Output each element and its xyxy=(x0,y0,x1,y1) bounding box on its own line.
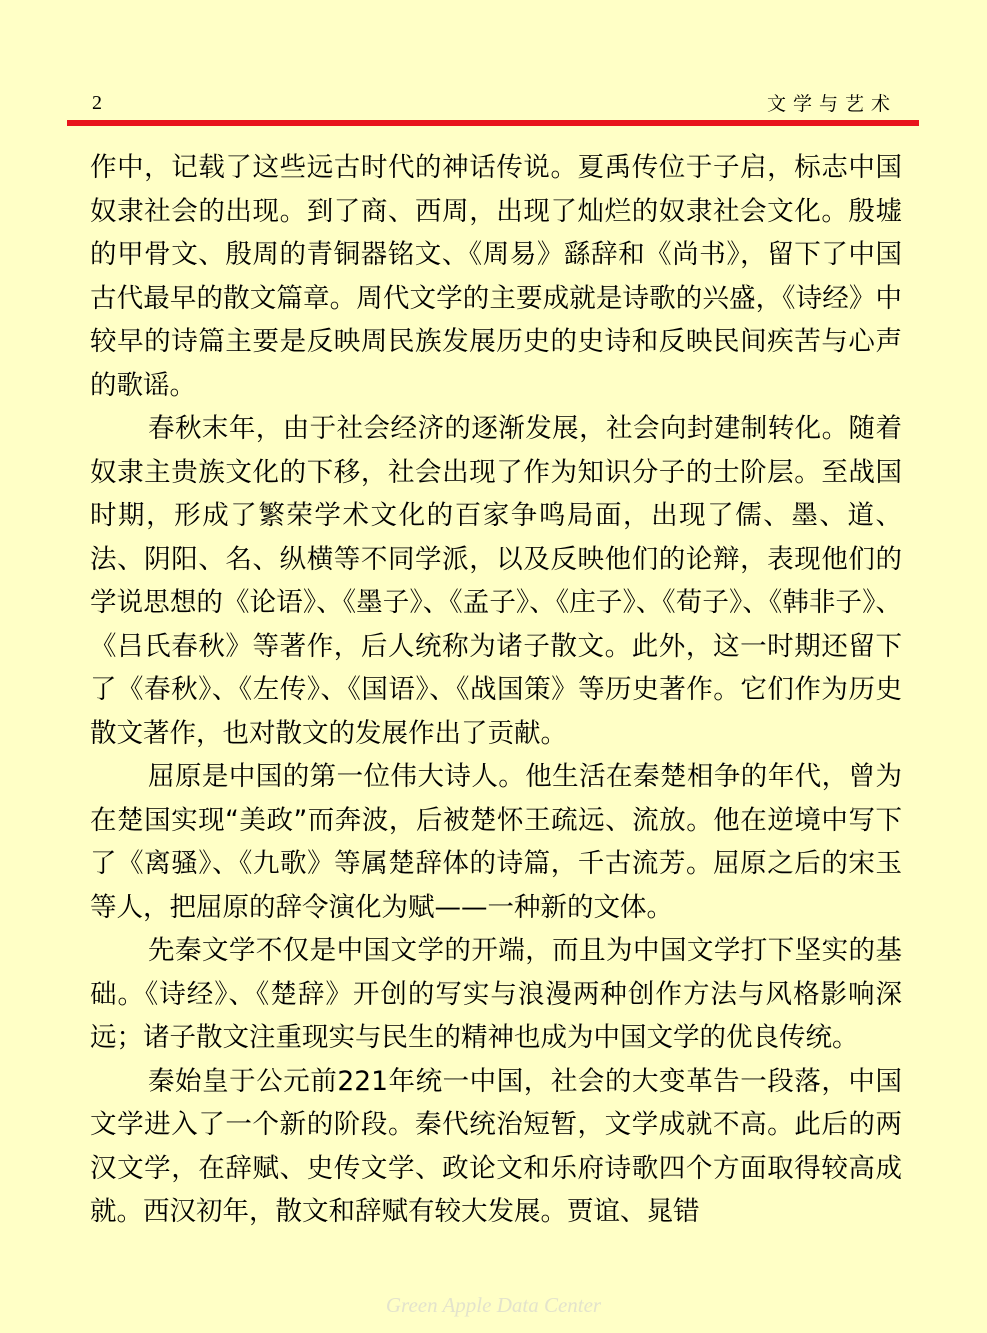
page-number: 2 xyxy=(92,92,102,114)
watermark: Green Apple Data Center xyxy=(385,1293,602,1317)
paragraph-5: 秦始皇于公元前221年统一中国，社会的大变革告一段落，中国文学进入了一个新的阶段。秦代统治短暂，文学成就不高。此后的两汉文学，在辞赋、史传文学、政论文和乐府诗歌四个方面取得较高成就。西汉初年，散文和辞赋有较大发展。贾谊、晁错 xyxy=(90,1065,902,1227)
running-header-title: 文学与艺术 xyxy=(766,93,897,115)
paragraph-2: 春秋末年，由于社会经济的逐渐发展，社会向封建制转化。随着奴隶主贵族文化的下移，社会出现了作为知识分子的士阶层。至战国时期，形成了繁荣学术文化的百家争鸣局面，出现了儒、墨、道、法、阴阳、名、纵横等不同学派，以及反映他们的论辩，表现他们的学说思想的《论语》、《墨子》、《孟子》、《庄子》、《荀子》、《韩非子》、《吕氏春秋》等著作，后人统称为诸子散文。此外，这一时期还留下了《春秋》、《左传》、《国语》、《战国策》等历史著作。它们作为历史散文著作，也对散文的发展作出了贡献。 xyxy=(90,413,902,749)
paragraph-4: 先秦文学不仅是中国文学的开端，而且为中国文学打下坚实的基础。《诗经》、《楚辞》开创的写实与浪漫两种创作方法与风格影响深远；诸子散文注重现实与民生的精神也成为中国文学的优良传统。 xyxy=(90,935,902,1053)
header-rule xyxy=(67,120,919,126)
paragraph-3: 屈原是中国的第一位伟大诗人。他生活在秦楚相争的年代，曾为在楚国实现“美政”而奔波，后被楚怀王疏远、流放。他在逆境中写下了《离骚》、《九歌》等属楚辞体的诗篇，千古流芳。屈原之后的宋玉等人，把屈原的辞令演化为赋——一种新的文体。 xyxy=(90,761,902,923)
body-text xyxy=(90,146,902,1234)
paragraph-1: 作中，记载了这些远古时代的神话传说。夏禹传位于子启，标志中国奴隶社会的出现。到了商、西周，出现了灿烂的奴隶社会文化。殷墟的甲骨文、殷周的青铜器铭文、《周易》繇辞和《尚书》，留下了中国古代最早的散文篇章。周代文学的主要成就是诗歌的兴盛，《诗经》中较早的诗篇主要是反映周民族发展历史的史诗和反映民间疾苦与心声的歌谣。 xyxy=(90,152,902,401)
